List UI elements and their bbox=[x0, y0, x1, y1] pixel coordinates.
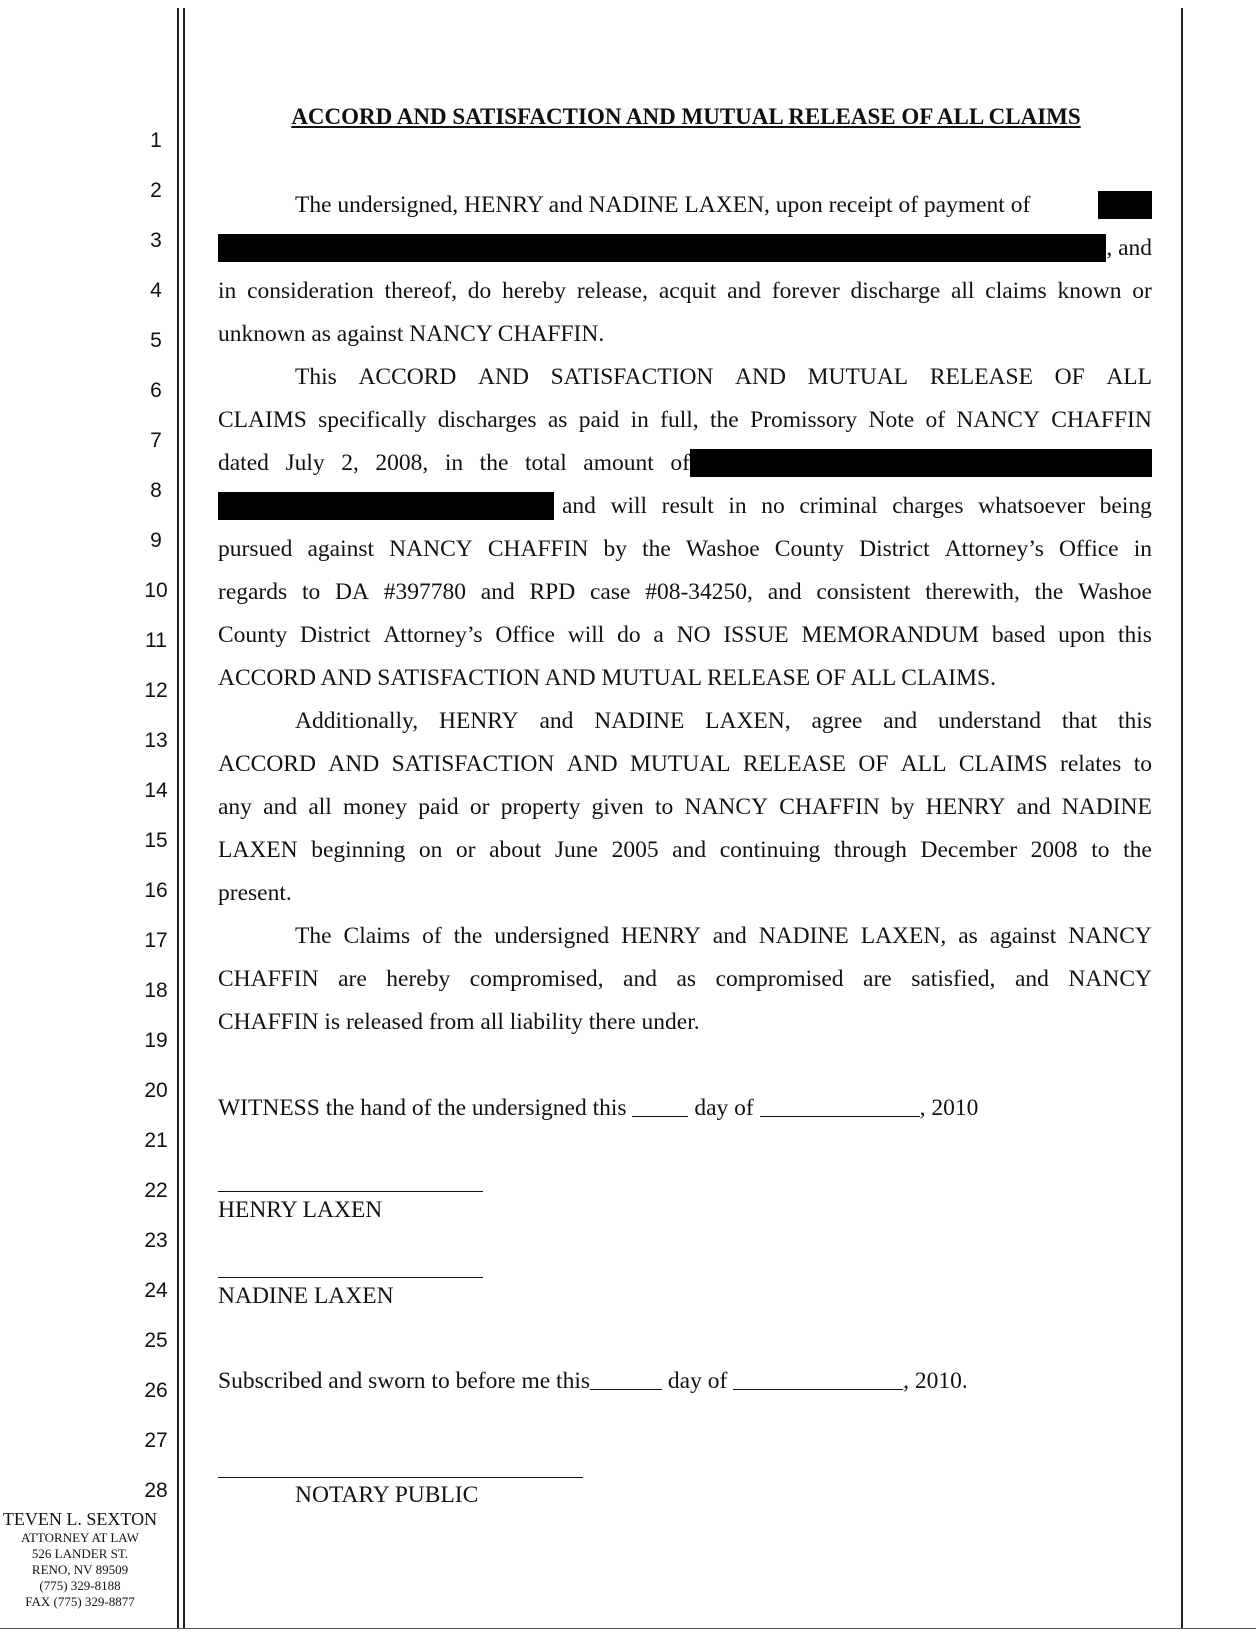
word: claims bbox=[985, 278, 1047, 304]
word: amount bbox=[583, 450, 654, 476]
attorney-phone: (775) 329-8188 bbox=[39, 1578, 121, 1593]
word: CLAIMS bbox=[958, 751, 1048, 777]
month-blank[interactable] bbox=[760, 1096, 920, 1117]
word: LAXEN, bbox=[860, 923, 947, 949]
word: relates bbox=[1060, 751, 1122, 777]
word: compromised, bbox=[469, 966, 604, 992]
word: understand bbox=[937, 708, 1042, 734]
line-number: 15 bbox=[144, 829, 168, 852]
word: consideration bbox=[247, 278, 374, 304]
word: consistent bbox=[816, 579, 911, 605]
subscribed-text: Subscribed and sworn to before me this bbox=[218, 1368, 591, 1394]
word: the bbox=[1034, 579, 1064, 605]
word: as bbox=[547, 407, 568, 433]
text-line bbox=[218, 793, 1152, 821]
word: to bbox=[1091, 837, 1110, 863]
word: given bbox=[591, 794, 644, 820]
day-blank[interactable] bbox=[590, 1369, 662, 1390]
nadine-signature-label: NADINE LAXEN bbox=[218, 1283, 394, 1309]
word: Promissory bbox=[750, 407, 858, 433]
p1-line-4: unknown as against NANCY CHAFFIN. bbox=[218, 321, 605, 347]
word: hereby bbox=[502, 278, 567, 304]
word: and bbox=[263, 794, 298, 820]
word: criminal bbox=[799, 493, 878, 519]
word: therewith, bbox=[925, 579, 1020, 605]
word: #397780 bbox=[383, 579, 466, 605]
word: AND bbox=[478, 364, 529, 390]
word: the bbox=[642, 536, 671, 562]
word: NADINE bbox=[758, 923, 849, 949]
word: This bbox=[295, 364, 337, 390]
p2-line-8: ACCORD AND SATISFACTION AND MUTUAL RELEASE OF ALL CLAIMS. bbox=[218, 665, 996, 691]
month-blank[interactable] bbox=[733, 1369, 903, 1390]
word: CLAIMS bbox=[218, 407, 307, 433]
word: MEMORANDUM bbox=[801, 622, 980, 648]
word: all bbox=[308, 794, 332, 820]
word: District bbox=[859, 536, 930, 562]
nadine-signature-line[interactable] bbox=[218, 1277, 483, 1278]
word: NANCY bbox=[956, 407, 1040, 433]
word: of bbox=[670, 450, 690, 476]
word: are bbox=[863, 966, 892, 992]
line-number: 22 bbox=[144, 1179, 168, 1202]
redaction-bar bbox=[690, 449, 1152, 477]
line-number: 3 bbox=[150, 229, 162, 252]
word: the bbox=[453, 923, 483, 949]
text-line bbox=[295, 363, 1152, 391]
word: Note bbox=[868, 407, 915, 433]
witness-line bbox=[218, 1094, 1152, 1122]
word: against bbox=[989, 923, 1057, 949]
word: hereby bbox=[386, 966, 451, 992]
word: RPD bbox=[529, 579, 576, 605]
notary-label: NOTARY PUBLIC bbox=[295, 1482, 479, 1508]
word: ALL bbox=[900, 751, 947, 777]
notary-signature-line[interactable] bbox=[218, 1477, 583, 1478]
line-number: 17 bbox=[144, 929, 168, 952]
word: or bbox=[455, 837, 476, 863]
word: The bbox=[295, 923, 332, 949]
word: RELEASE bbox=[929, 364, 1033, 390]
line-number: 9 bbox=[150, 529, 162, 552]
word: NANCY bbox=[1068, 923, 1152, 949]
text-line bbox=[218, 836, 1152, 864]
word: as bbox=[676, 966, 697, 992]
word: HENRY bbox=[925, 794, 1006, 820]
p1-line-2-end: , and bbox=[1106, 235, 1152, 261]
henry-signature-line[interactable] bbox=[218, 1191, 483, 1192]
line-number: 28 bbox=[144, 1479, 168, 1502]
word: upon bbox=[1058, 622, 1106, 648]
word: do bbox=[467, 278, 492, 304]
word: based bbox=[991, 622, 1046, 648]
p1-line-1: The undersigned, HENRY and NADINE LAXEN, upon receipt of payment of bbox=[295, 192, 1031, 218]
word: the bbox=[710, 407, 739, 433]
line-number: 18 bbox=[144, 979, 168, 1002]
word: the bbox=[479, 450, 509, 476]
word: or bbox=[469, 794, 490, 820]
word: this bbox=[1117, 708, 1152, 734]
subscribed-year: , 2010. bbox=[903, 1368, 968, 1394]
word: and bbox=[727, 278, 762, 304]
word: total bbox=[524, 450, 567, 476]
p2-line-3-words bbox=[218, 449, 690, 477]
word: by bbox=[603, 536, 627, 562]
attorney-street: 526 LANDER ST. bbox=[31, 1546, 129, 1561]
redaction-bar bbox=[218, 234, 1106, 262]
word: and bbox=[623, 966, 657, 992]
word: and bbox=[1014, 966, 1049, 992]
word: County bbox=[218, 622, 288, 648]
word: Office bbox=[495, 622, 555, 648]
word: in bbox=[630, 407, 649, 433]
text-line bbox=[218, 578, 1152, 606]
p2-line-4-words bbox=[562, 492, 1152, 520]
line-number: 7 bbox=[150, 429, 162, 452]
word: will bbox=[567, 622, 605, 648]
word: ALL bbox=[1106, 364, 1152, 390]
text-line bbox=[218, 750, 1152, 778]
attorney-city: RENO, NV 89509 bbox=[31, 1562, 129, 1577]
line-number: 23 bbox=[144, 1229, 168, 1252]
word: CHAFFIN bbox=[487, 536, 589, 562]
text-line bbox=[218, 234, 1152, 262]
word: and bbox=[562, 493, 596, 519]
word: case bbox=[590, 579, 631, 605]
henry-signature-label: HENRY LAXEN bbox=[218, 1197, 383, 1223]
word: Washoe bbox=[685, 536, 760, 562]
word: about bbox=[489, 837, 542, 863]
witness-year: , 2010 bbox=[919, 1095, 979, 1121]
redaction-bar bbox=[218, 492, 554, 520]
word: money bbox=[343, 794, 407, 820]
word: Attorney’s bbox=[383, 622, 483, 648]
word: acquit bbox=[658, 278, 717, 304]
word: in bbox=[728, 493, 747, 519]
word: regards bbox=[218, 579, 288, 605]
text-line bbox=[218, 1008, 1152, 1036]
word: OF bbox=[858, 751, 889, 777]
word: no bbox=[761, 493, 785, 519]
line-number: 8 bbox=[150, 479, 162, 502]
line-number: 24 bbox=[144, 1279, 168, 1302]
subscribed-line bbox=[218, 1367, 1152, 1395]
word: CHAFFIN bbox=[779, 794, 880, 820]
word: and bbox=[883, 708, 918, 734]
word: CHAFFIN bbox=[218, 966, 319, 992]
word: 2008 bbox=[1030, 837, 1078, 863]
line-number: 11 bbox=[145, 629, 167, 652]
word: AND bbox=[566, 751, 618, 777]
word: continuing bbox=[719, 837, 821, 863]
word: OF bbox=[1054, 364, 1085, 390]
line-number: 2 bbox=[150, 179, 162, 202]
word: ACCORD bbox=[218, 751, 316, 777]
line-number: 20 bbox=[144, 1079, 168, 1102]
word: ACCORD bbox=[358, 364, 457, 390]
document-title: ACCORD AND SATISFACTION AND MUTUAL RELEASE OF ALL CLAIMS bbox=[291, 104, 1081, 129]
word: HENRY bbox=[438, 708, 519, 734]
word: by bbox=[891, 794, 915, 820]
word: County bbox=[774, 536, 845, 562]
word: MUTUAL bbox=[630, 751, 731, 777]
attorney-title: ATTORNEY AT LAW bbox=[21, 1530, 139, 1545]
line-number: 21 bbox=[144, 1129, 168, 1152]
line-number: 26 bbox=[144, 1379, 168, 1402]
word: forever bbox=[771, 278, 840, 304]
word: being bbox=[1099, 493, 1152, 519]
word: do bbox=[617, 622, 641, 648]
text-line bbox=[218, 664, 1152, 692]
line-number: 19 bbox=[144, 1029, 168, 1052]
word: December bbox=[920, 837, 1018, 863]
word: all bbox=[950, 278, 975, 304]
word: full, bbox=[660, 407, 699, 433]
word: agree bbox=[811, 708, 863, 734]
text-line bbox=[295, 191, 1152, 219]
p3-line-5: present. bbox=[218, 880, 292, 906]
line-number: 16 bbox=[144, 879, 168, 902]
word: HENRY bbox=[621, 923, 701, 949]
word: June bbox=[554, 837, 598, 863]
word: NADINE bbox=[594, 708, 685, 734]
line-number: 6 bbox=[150, 379, 162, 402]
word: LAXEN, bbox=[705, 708, 791, 734]
word: against bbox=[307, 536, 375, 562]
subscribed-day-of: day of bbox=[667, 1368, 728, 1394]
word: Office bbox=[1059, 536, 1119, 562]
word: undersigned bbox=[494, 923, 610, 949]
word: LAXEN bbox=[218, 837, 298, 863]
word: property bbox=[500, 794, 581, 820]
word: NO bbox=[676, 622, 711, 648]
word: a bbox=[653, 622, 664, 648]
word: NANCY bbox=[1068, 966, 1152, 992]
line-number: 14 bbox=[144, 779, 168, 802]
attorney-block bbox=[0, 1509, 160, 1610]
word: Washoe bbox=[1078, 579, 1152, 605]
word: AND bbox=[735, 364, 786, 390]
line-number: 4 bbox=[150, 279, 162, 302]
word: discharge bbox=[850, 278, 941, 304]
word: NANCY bbox=[389, 536, 473, 562]
word: in bbox=[218, 278, 237, 304]
redaction-bar bbox=[1098, 191, 1152, 219]
word: the bbox=[1123, 837, 1152, 863]
line-number: 13 bbox=[144, 729, 168, 752]
word: specifically bbox=[318, 407, 427, 433]
word: or bbox=[1132, 278, 1152, 304]
line-number: 12 bbox=[144, 679, 168, 702]
left-margin-rule-inner bbox=[183, 8, 185, 1628]
word: and bbox=[712, 923, 747, 949]
word: this bbox=[1117, 622, 1152, 648]
word: and bbox=[539, 708, 574, 734]
word: compromised bbox=[715, 966, 844, 992]
word: Additionally, bbox=[295, 708, 419, 734]
word: and bbox=[1016, 794, 1051, 820]
word: AND bbox=[328, 751, 380, 777]
word: NADINE bbox=[1061, 794, 1152, 820]
word: are bbox=[338, 966, 367, 992]
text-line bbox=[218, 406, 1152, 434]
word: paid bbox=[418, 794, 459, 820]
attorney-name: TEVEN L. SEXTON bbox=[2, 1509, 158, 1529]
word: and bbox=[480, 579, 515, 605]
word: SATISFACTION bbox=[550, 364, 714, 390]
word: charges bbox=[892, 493, 964, 519]
word: whatsoever bbox=[978, 493, 1086, 519]
word: #08-34250, bbox=[645, 579, 753, 605]
word: through bbox=[833, 837, 907, 863]
text-line bbox=[218, 965, 1152, 993]
word: in bbox=[444, 450, 464, 476]
word: to bbox=[1133, 751, 1152, 777]
text-line bbox=[218, 492, 1152, 520]
word: SATISFACTION bbox=[391, 751, 555, 777]
word: and bbox=[767, 579, 802, 605]
word: 2008, bbox=[375, 450, 429, 476]
day-blank[interactable] bbox=[632, 1096, 688, 1117]
line-number: 27 bbox=[144, 1429, 168, 1452]
text-line bbox=[218, 320, 1152, 348]
word: in bbox=[1133, 536, 1152, 562]
word: release, bbox=[576, 278, 648, 304]
text-line bbox=[218, 277, 1152, 305]
word: known bbox=[1057, 278, 1122, 304]
text-line bbox=[218, 621, 1152, 649]
word: NANCY bbox=[684, 794, 769, 820]
text-line bbox=[295, 922, 1152, 950]
word: pursued bbox=[218, 536, 293, 562]
word: paid bbox=[578, 407, 620, 433]
word: result bbox=[661, 493, 714, 519]
text-line bbox=[218, 535, 1152, 563]
word: and bbox=[672, 837, 707, 863]
word: will bbox=[610, 493, 648, 519]
line-number: 10 bbox=[144, 579, 168, 602]
word: 2, bbox=[341, 450, 359, 476]
witness-text: WITNESS the hand of the undersigned this bbox=[218, 1095, 627, 1121]
right-margin-rule bbox=[1181, 8, 1183, 1628]
word: dated bbox=[218, 450, 269, 476]
word: CHAFFIN bbox=[1051, 407, 1152, 433]
word: that bbox=[1061, 708, 1098, 734]
word: on bbox=[418, 837, 443, 863]
word: beginning bbox=[311, 837, 406, 863]
word: as bbox=[958, 923, 978, 949]
word: Attorney’s bbox=[944, 536, 1044, 562]
word: of bbox=[422, 923, 442, 949]
word: of bbox=[925, 407, 946, 433]
word: to bbox=[654, 794, 674, 820]
word: DA bbox=[335, 579, 369, 605]
text-line bbox=[295, 707, 1152, 735]
line-number: 5 bbox=[150, 329, 162, 352]
word: ISSUE bbox=[723, 622, 789, 648]
left-margin-rule-outer bbox=[177, 8, 179, 1628]
word: thereof, bbox=[384, 278, 457, 304]
attorney-fax: FAX (775) 329-8877 bbox=[25, 1594, 135, 1609]
line-number: 25 bbox=[144, 1329, 168, 1352]
p4-line-3: CHAFFIN is released from all liability there under. bbox=[218, 1009, 700, 1035]
word: District bbox=[300, 622, 371, 648]
word: RELEASE bbox=[742, 751, 847, 777]
word: discharges bbox=[437, 407, 537, 433]
word: to bbox=[301, 579, 321, 605]
word: MUTUAL bbox=[807, 364, 909, 390]
text-line bbox=[218, 879, 1152, 907]
word: any bbox=[218, 794, 252, 820]
word: Claims bbox=[343, 923, 411, 949]
word: satisfied, bbox=[911, 966, 996, 992]
line-number: 1 bbox=[150, 129, 162, 152]
bottom-edge-rule bbox=[0, 1628, 1256, 1629]
word: July bbox=[285, 450, 325, 476]
witness-day-of: day of bbox=[694, 1095, 754, 1121]
text-line bbox=[218, 449, 1152, 477]
word: 2005 bbox=[611, 837, 659, 863]
